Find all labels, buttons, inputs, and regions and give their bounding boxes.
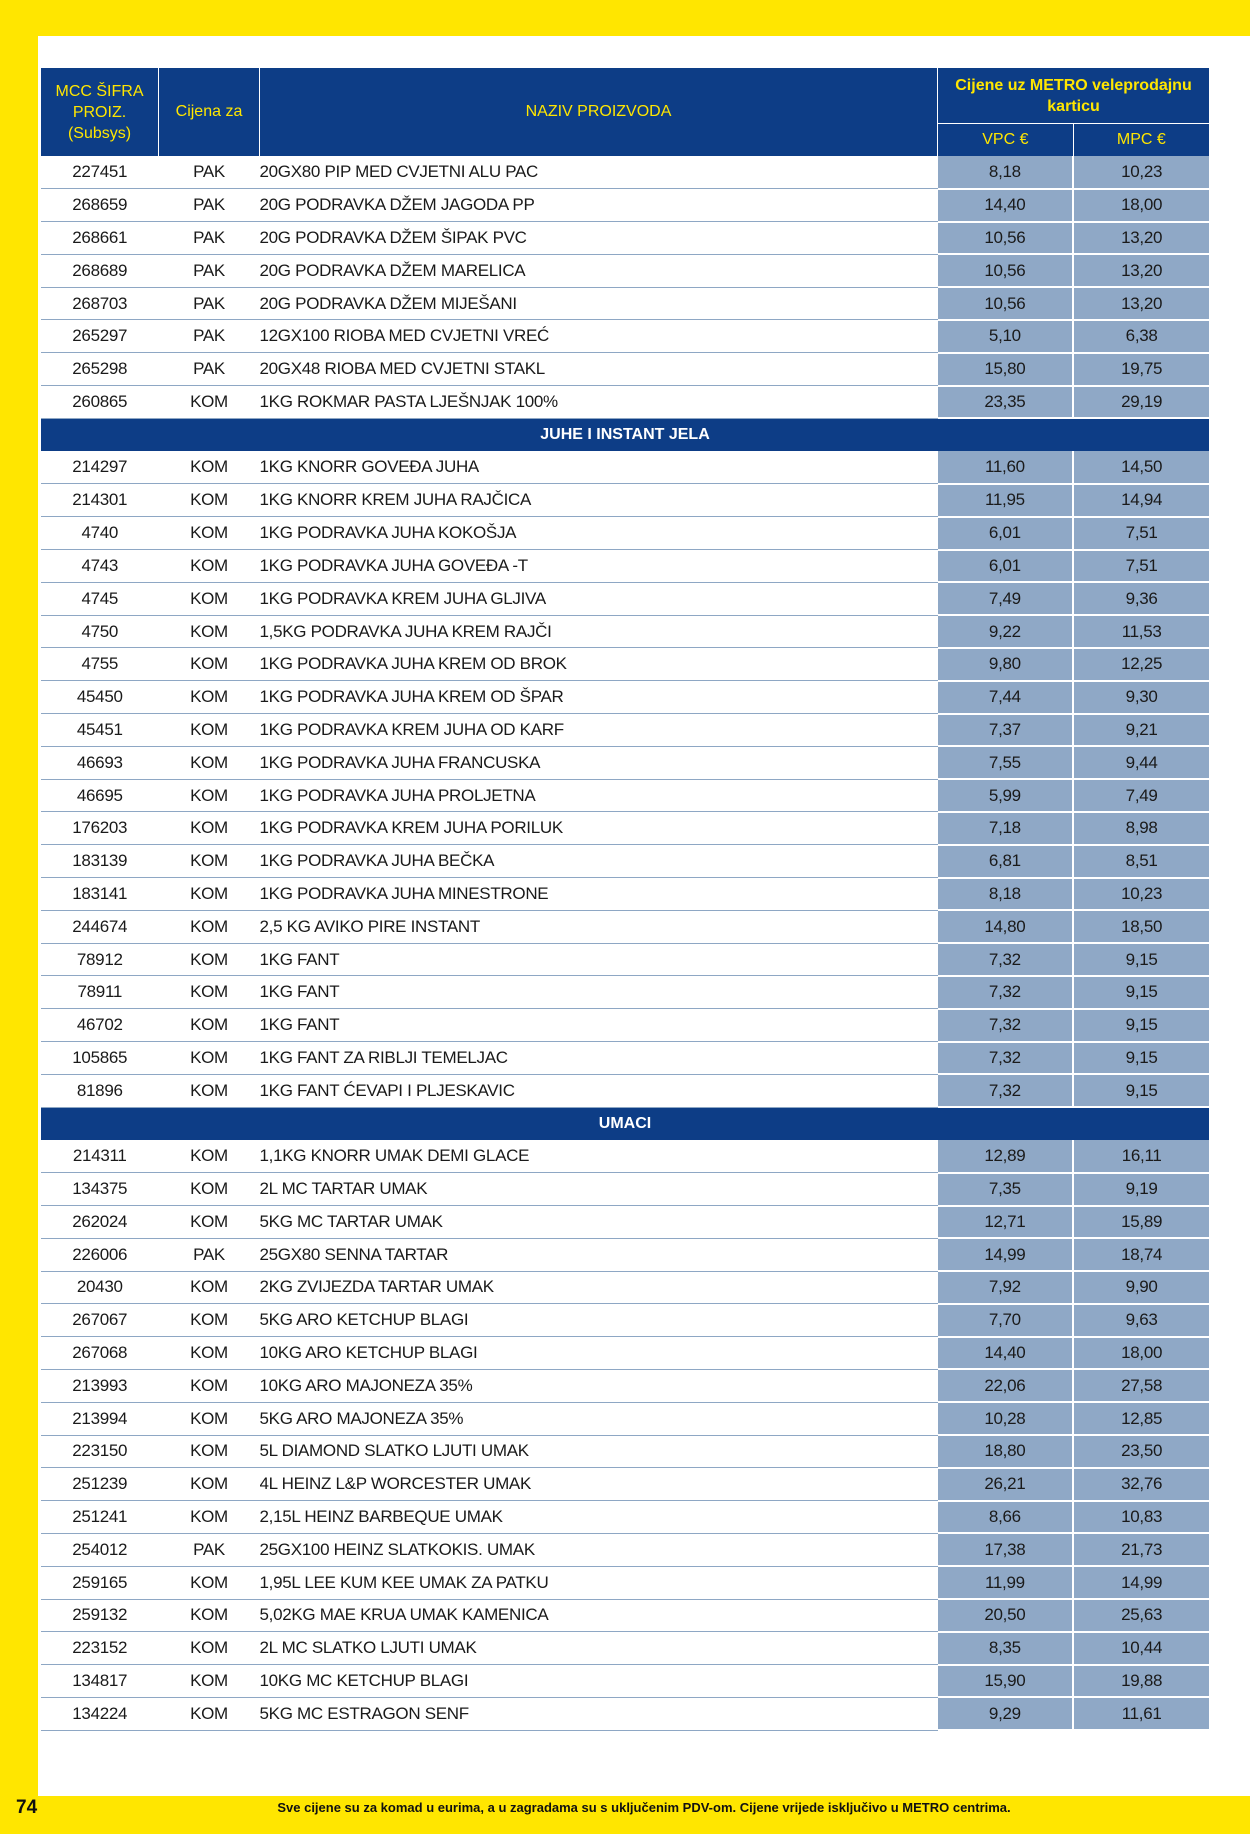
price-mpc: 9,15	[1073, 1009, 1209, 1042]
product-name: 2KG ZVIJEZDA TARTAR UMAK	[260, 1271, 938, 1304]
product-code: 176203	[41, 812, 159, 845]
price-mpc: 11,61	[1073, 1697, 1209, 1730]
price-unit: PAK	[159, 222, 260, 255]
table-row	[41, 517, 1209, 550]
price-unit: KOM	[159, 878, 260, 911]
price-vpc: 17,38	[938, 1533, 1074, 1566]
header-mpc: MPC €	[1073, 124, 1209, 157]
price-vpc: 15,80	[938, 353, 1074, 386]
table-row	[41, 320, 1209, 353]
price-unit: PAK	[159, 189, 260, 222]
product-name: 4L HEINZ L&P WORCESTER UMAK	[260, 1468, 938, 1501]
price-mpc: 9,19	[1073, 1173, 1209, 1206]
table-row	[41, 1566, 1209, 1599]
product-name: 20G PODRAVKA DŽEM MARELICA	[260, 254, 938, 287]
price-unit: KOM	[159, 1665, 260, 1698]
product-code: 268689	[41, 254, 159, 287]
price-unit: KOM	[159, 1599, 260, 1632]
price-mpc: 18,00	[1073, 1337, 1209, 1370]
price-unit: KOM	[159, 1042, 260, 1075]
product-name: 1KG FANT	[260, 976, 938, 1009]
table-row	[41, 943, 1209, 976]
product-name: 5L DIAMOND SLATKO LJUTI UMAK	[260, 1435, 938, 1468]
product-code: 78911	[41, 976, 159, 1009]
product-code: 265297	[41, 320, 159, 353]
product-code: 251239	[41, 1468, 159, 1501]
product-name: 12GX100 RIOBA MED CVJETNI VREĆ	[260, 320, 938, 353]
price-unit: KOM	[159, 714, 260, 747]
price-unit: KOM	[159, 1271, 260, 1304]
price-vpc: 12,89	[938, 1140, 1074, 1173]
product-name: 2L MC TARTAR UMAK	[260, 1173, 938, 1206]
table-row	[41, 1501, 1209, 1534]
table-row	[41, 1533, 1209, 1566]
price-vpc: 7,49	[938, 582, 1074, 615]
price-mpc: 25,63	[1073, 1599, 1209, 1632]
product-code: 223152	[41, 1632, 159, 1665]
header-unit: Cijena za	[159, 68, 260, 156]
price-unit: KOM	[159, 1304, 260, 1337]
table-row	[41, 1337, 1209, 1370]
price-unit: KOM	[159, 1009, 260, 1042]
table-row	[41, 353, 1209, 386]
product-code: 226006	[41, 1238, 159, 1271]
product-name: 1KG FANT ZA RIBLJI TEMELJAC	[260, 1042, 938, 1075]
table-row	[41, 845, 1209, 878]
table-row	[41, 254, 1209, 287]
price-vpc: 11,60	[938, 451, 1074, 484]
table-row	[41, 976, 1209, 1009]
product-name: 1KG KNORR KREM JUHA RAJČICA	[260, 484, 938, 517]
price-mpc: 10,23	[1073, 156, 1209, 189]
product-name: 25GX80 SENNA TARTAR	[260, 1238, 938, 1271]
product-name: 1,5KG PODRAVKA JUHA KREM RAJČI	[260, 615, 938, 648]
table-row	[41, 1140, 1209, 1173]
product-code: 260865	[41, 386, 159, 419]
product-name: 1,1KG KNORR UMAK DEMI GLACE	[260, 1140, 938, 1173]
product-name: 10KG MC KETCHUP BLAGI	[260, 1665, 938, 1698]
product-code: 251241	[41, 1501, 159, 1534]
price-vpc: 9,80	[938, 648, 1074, 681]
product-name: 1KG PODRAVKA JUHA KREM OD BROK	[260, 648, 938, 681]
price-mpc: 10,44	[1073, 1632, 1209, 1665]
price-vpc: 7,92	[938, 1271, 1074, 1304]
table-row	[41, 222, 1209, 255]
table-row	[41, 910, 1209, 943]
product-code: 214297	[41, 451, 159, 484]
price-mpc: 9,44	[1073, 746, 1209, 779]
price-vpc: 14,40	[938, 189, 1074, 222]
table-row	[41, 1402, 1209, 1435]
price-unit: KOM	[159, 779, 260, 812]
product-name: 5KG ARO KETCHUP BLAGI	[260, 1304, 938, 1337]
product-code: 134375	[41, 1173, 159, 1206]
table-row	[41, 582, 1209, 615]
price-vpc: 8,35	[938, 1632, 1074, 1665]
price-mpc: 11,53	[1073, 615, 1209, 648]
price-unit: KOM	[159, 484, 260, 517]
price-vpc: 7,44	[938, 681, 1074, 714]
price-unit: KOM	[159, 1074, 260, 1107]
product-name: 1KG PODRAVKA JUHA PROLJETNA	[260, 779, 938, 812]
price-vpc: 12,71	[938, 1206, 1074, 1239]
table-row	[41, 156, 1209, 189]
price-vpc: 23,35	[938, 386, 1074, 419]
price-mpc: 9,15	[1073, 1042, 1209, 1075]
product-name: 1KG PODRAVKA JUHA BEČKA	[260, 845, 938, 878]
table-row	[41, 746, 1209, 779]
table-row	[41, 550, 1209, 583]
price-table	[41, 68, 1209, 1731]
product-name: 20GX48 RIOBA MED CVJETNI STAKL	[260, 353, 938, 386]
table-row	[41, 648, 1209, 681]
section-header-row	[41, 1107, 1209, 1140]
price-unit: KOM	[159, 943, 260, 976]
price-vpc: 5,10	[938, 320, 1074, 353]
product-name: 25GX100 HEINZ SLATKOKIS. UMAK	[260, 1533, 938, 1566]
table-row	[41, 1599, 1209, 1632]
section-header-row	[41, 418, 1209, 451]
product-name: 5KG MC ESTRAGON SENF	[260, 1697, 938, 1730]
product-name: 1KG PODRAVKA KREM JUHA GLJIVA	[260, 582, 938, 615]
product-code: 244674	[41, 910, 159, 943]
product-code: 268661	[41, 222, 159, 255]
price-mpc: 29,19	[1073, 386, 1209, 419]
product-code: 45450	[41, 681, 159, 714]
price-unit: KOM	[159, 1632, 260, 1665]
price-mpc: 9,15	[1073, 976, 1209, 1009]
price-mpc: 32,76	[1073, 1468, 1209, 1501]
price-mpc: 8,51	[1073, 845, 1209, 878]
product-code: 78912	[41, 943, 159, 976]
product-code: 4740	[41, 517, 159, 550]
table-row	[41, 451, 1209, 484]
price-vpc: 7,37	[938, 714, 1074, 747]
page-number: 74	[16, 1797, 38, 1818]
product-name: 1KG PODRAVKA JUHA GOVEĐA -T	[260, 550, 938, 583]
table-row	[41, 1468, 1209, 1501]
price-unit: KOM	[159, 1468, 260, 1501]
price-unit: PAK	[159, 1238, 260, 1271]
product-name: 2,5 KG AVIKO PIRE INSTANT	[260, 910, 938, 943]
price-vpc: 7,55	[938, 746, 1074, 779]
table-row	[41, 779, 1209, 812]
price-unit: KOM	[159, 976, 260, 1009]
price-vpc: 7,32	[938, 1009, 1074, 1042]
price-vpc: 10,56	[938, 254, 1074, 287]
price-vpc: 7,32	[938, 943, 1074, 976]
header-name: NAZIV PROIZVODA	[260, 68, 938, 156]
product-name: 1KG FANT	[260, 1009, 938, 1042]
price-unit: KOM	[159, 386, 260, 419]
table-row	[41, 615, 1209, 648]
price-unit: KOM	[159, 1435, 260, 1468]
price-mpc: 6,38	[1073, 320, 1209, 353]
price-vpc: 10,56	[938, 287, 1074, 320]
price-unit: KOM	[159, 517, 260, 550]
price-unit: KOM	[159, 648, 260, 681]
price-unit: PAK	[159, 353, 260, 386]
price-mpc: 9,63	[1073, 1304, 1209, 1337]
product-name: 1KG FANT ĆEVAPI I PLJESKAVIC	[260, 1074, 938, 1107]
product-code: 262024	[41, 1206, 159, 1239]
product-code: 227451	[41, 156, 159, 189]
product-code: 259165	[41, 1566, 159, 1599]
price-vpc: 10,28	[938, 1402, 1074, 1435]
footer-note: Sve cijene su za komad u eurima, a u zagradama su s uključenim PDV-om. Cijene vrijede isključivo u METRO centrima.	[277, 1800, 1011, 1815]
product-code: 223150	[41, 1435, 159, 1468]
product-code: 213994	[41, 1402, 159, 1435]
product-code: 268659	[41, 189, 159, 222]
header-vpc: VPC €	[938, 124, 1074, 157]
product-name: 1KG PODRAVKA JUHA KOKOŠJA	[260, 517, 938, 550]
product-code: 259132	[41, 1599, 159, 1632]
price-unit: KOM	[159, 1402, 260, 1435]
price-unit: PAK	[159, 1533, 260, 1566]
table-row	[41, 386, 1209, 419]
price-mpc: 9,15	[1073, 1074, 1209, 1107]
table-row	[41, 812, 1209, 845]
price-unit: KOM	[159, 1369, 260, 1402]
table-row	[41, 1304, 1209, 1337]
price-vpc: 7,32	[938, 1042, 1074, 1075]
product-code: 45451	[41, 714, 159, 747]
product-code: 183141	[41, 878, 159, 911]
price-unit: PAK	[159, 156, 260, 189]
product-name: 2L MC SLATKO LJUTI UMAK	[260, 1632, 938, 1665]
table-row	[41, 1206, 1209, 1239]
price-vpc: 8,18	[938, 878, 1074, 911]
price-unit: KOM	[159, 1337, 260, 1370]
price-mpc: 16,11	[1073, 1140, 1209, 1173]
product-name: 1KG PODRAVKA JUHA FRANCUSKA	[260, 746, 938, 779]
table-row	[41, 1042, 1209, 1075]
price-vpc: 14,80	[938, 910, 1074, 943]
price-unit: PAK	[159, 287, 260, 320]
price-mpc: 18,00	[1073, 189, 1209, 222]
product-code: 265298	[41, 353, 159, 386]
table-row	[41, 714, 1209, 747]
price-vpc: 11,95	[938, 484, 1074, 517]
price-mpc: 9,30	[1073, 681, 1209, 714]
price-mpc: 18,50	[1073, 910, 1209, 943]
price-vpc: 9,29	[938, 1697, 1074, 1730]
product-code: 268703	[41, 287, 159, 320]
price-mpc: 13,20	[1073, 254, 1209, 287]
price-mpc: 8,98	[1073, 812, 1209, 845]
product-code: 105865	[41, 1042, 159, 1075]
price-vpc: 22,06	[938, 1369, 1074, 1402]
product-code: 46693	[41, 746, 159, 779]
product-name: 1KG PODRAVKA KREM JUHA OD KARF	[260, 714, 938, 747]
product-name: 20G PODRAVKA DŽEM MIJEŠANI	[260, 287, 938, 320]
catalog-page	[38, 36, 1250, 1796]
price-unit: KOM	[159, 812, 260, 845]
header-code: MCC ŠIFRA PROIZ. (Subsys)	[41, 68, 159, 156]
price-vpc: 14,40	[938, 1337, 1074, 1370]
product-code: 134224	[41, 1697, 159, 1730]
section-title: JUHE I INSTANT JELA	[41, 418, 1209, 451]
product-code: 267068	[41, 1337, 159, 1370]
price-unit: KOM	[159, 910, 260, 943]
price-unit: KOM	[159, 1173, 260, 1206]
table-row	[41, 189, 1209, 222]
product-name: 20GX80 PIP MED CVJETNI ALU PAC	[260, 156, 938, 189]
table-row	[41, 1009, 1209, 1042]
price-mpc: 9,15	[1073, 943, 1209, 976]
table-row	[41, 1697, 1209, 1730]
table-row	[41, 1173, 1209, 1206]
price-vpc: 5,99	[938, 779, 1074, 812]
header-price-group: Cijene uz METRO veleprodajnu karticu	[938, 68, 1210, 124]
price-unit: PAK	[159, 320, 260, 353]
product-code: 183139	[41, 845, 159, 878]
price-mpc: 27,58	[1073, 1369, 1209, 1402]
price-mpc: 7,51	[1073, 517, 1209, 550]
product-name: 1KG PODRAVKA JUHA KREM OD ŠPAR	[260, 681, 938, 714]
price-vpc: 8,66	[938, 1501, 1074, 1534]
price-mpc: 13,20	[1073, 222, 1209, 255]
product-code: 254012	[41, 1533, 159, 1566]
price-mpc: 18,74	[1073, 1238, 1209, 1271]
product-code: 4745	[41, 582, 159, 615]
section-title: UMACI	[41, 1107, 1209, 1140]
price-vpc: 10,56	[938, 222, 1074, 255]
price-unit: KOM	[159, 1206, 260, 1239]
table-row	[41, 1632, 1209, 1665]
product-code: 46702	[41, 1009, 159, 1042]
price-mpc: 10,23	[1073, 878, 1209, 911]
product-code: 4743	[41, 550, 159, 583]
price-vpc: 7,35	[938, 1173, 1074, 1206]
price-mpc: 9,36	[1073, 582, 1209, 615]
product-name: 5KG ARO MAJONEZA 35%	[260, 1402, 938, 1435]
product-name: 1KG ROKMAR PASTA LJEŠNJAK 100%	[260, 386, 938, 419]
price-mpc: 19,75	[1073, 353, 1209, 386]
table-row	[41, 1238, 1209, 1271]
price-vpc: 8,18	[938, 156, 1074, 189]
price-mpc: 12,85	[1073, 1402, 1209, 1435]
product-code: 213993	[41, 1369, 159, 1402]
price-vpc: 6,01	[938, 550, 1074, 583]
table-row	[41, 1435, 1209, 1468]
price-vpc: 6,81	[938, 845, 1074, 878]
price-unit: KOM	[159, 1140, 260, 1173]
price-vpc: 9,22	[938, 615, 1074, 648]
price-mpc: 15,89	[1073, 1206, 1209, 1239]
product-code: 46695	[41, 779, 159, 812]
product-code: 267067	[41, 1304, 159, 1337]
price-unit: KOM	[159, 615, 260, 648]
price-vpc: 6,01	[938, 517, 1074, 550]
table-row	[41, 681, 1209, 714]
product-name: 10KG ARO MAJONEZA 35%	[260, 1369, 938, 1402]
product-name: 1KG KNORR GOVEĐA JUHA	[260, 451, 938, 484]
product-name: 1,95L LEE KUM KEE UMAK ZA PATKU	[260, 1566, 938, 1599]
price-vpc: 26,21	[938, 1468, 1074, 1501]
product-name: 5,02KG MAE KRUA UMAK KAMENICA	[260, 1599, 938, 1632]
table-row	[41, 287, 1209, 320]
price-mpc: 19,88	[1073, 1665, 1209, 1698]
product-code: 81896	[41, 1074, 159, 1107]
price-unit: PAK	[159, 254, 260, 287]
price-unit: KOM	[159, 1501, 260, 1534]
price-vpc: 7,32	[938, 976, 1074, 1009]
price-mpc: 9,90	[1073, 1271, 1209, 1304]
price-mpc: 7,49	[1073, 779, 1209, 812]
price-vpc: 14,99	[938, 1238, 1074, 1271]
table-row	[41, 1369, 1209, 1402]
price-unit: KOM	[159, 1697, 260, 1730]
product-name: 20G PODRAVKA DŽEM JAGODA PP	[260, 189, 938, 222]
price-mpc: 21,73	[1073, 1533, 1209, 1566]
price-mpc: 14,94	[1073, 484, 1209, 517]
price-mpc: 9,21	[1073, 714, 1209, 747]
table-body	[41, 156, 1209, 1730]
product-name: 10KG ARO KETCHUP BLAGI	[260, 1337, 938, 1370]
product-name: 2,15L HEINZ BARBEQUE UMAK	[260, 1501, 938, 1534]
table-row	[41, 1271, 1209, 1304]
product-code: 4750	[41, 615, 159, 648]
price-unit: KOM	[159, 681, 260, 714]
product-code: 134817	[41, 1665, 159, 1698]
price-unit: KOM	[159, 1566, 260, 1599]
price-vpc: 11,99	[938, 1566, 1074, 1599]
table-row	[41, 1074, 1209, 1107]
product-code: 214301	[41, 484, 159, 517]
product-code: 20430	[41, 1271, 159, 1304]
price-mpc: 7,51	[1073, 550, 1209, 583]
price-mpc: 12,25	[1073, 648, 1209, 681]
price-unit: KOM	[159, 582, 260, 615]
product-name: 1KG FANT	[260, 943, 938, 976]
price-vpc: 7,70	[938, 1304, 1074, 1337]
product-name: 20G PODRAVKA DŽEM ŠIPAK PVC	[260, 222, 938, 255]
table-row	[41, 1665, 1209, 1698]
price-unit: KOM	[159, 451, 260, 484]
price-vpc: 15,90	[938, 1665, 1074, 1698]
price-vpc: 7,32	[938, 1074, 1074, 1107]
table-row	[41, 878, 1209, 911]
price-mpc: 10,83	[1073, 1501, 1209, 1534]
price-vpc: 18,80	[938, 1435, 1074, 1468]
price-unit: KOM	[159, 845, 260, 878]
product-name: 1KG PODRAVKA JUHA MINESTRONE	[260, 878, 938, 911]
table-row	[41, 484, 1209, 517]
price-mpc: 13,20	[1073, 287, 1209, 320]
product-name: 5KG MC TARTAR UMAK	[260, 1206, 938, 1239]
price-mpc: 23,50	[1073, 1435, 1209, 1468]
price-unit: KOM	[159, 550, 260, 583]
price-mpc: 14,99	[1073, 1566, 1209, 1599]
price-vpc: 20,50	[938, 1599, 1074, 1632]
price-unit: KOM	[159, 746, 260, 779]
product-code: 4755	[41, 648, 159, 681]
product-code: 214311	[41, 1140, 159, 1173]
price-vpc: 7,18	[938, 812, 1074, 845]
product-name: 1KG PODRAVKA KREM JUHA PORILUK	[260, 812, 938, 845]
price-mpc: 14,50	[1073, 451, 1209, 484]
